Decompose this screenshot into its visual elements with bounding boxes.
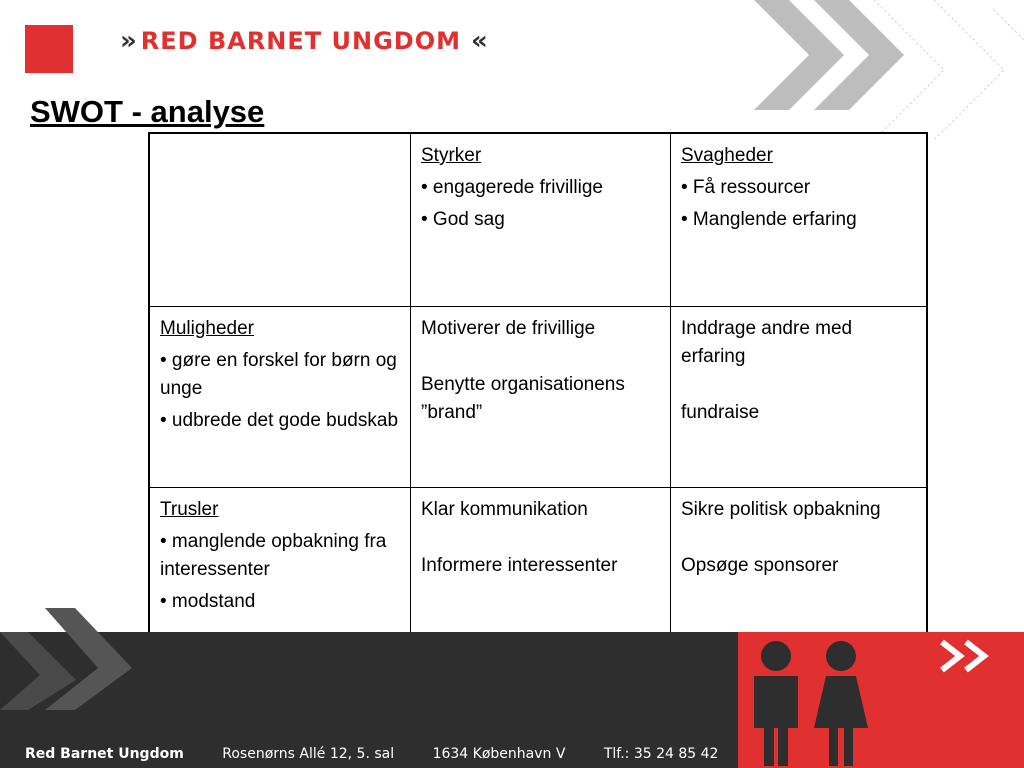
- footer-address: Rosenørns Allé 12, 5. sal: [222, 746, 395, 762]
- weakness-item: • Manglende erfaring: [681, 209, 857, 230]
- page-title: SWOT - analyse: [30, 94, 265, 129]
- strategy-item: Inddrage andre med erfaring: [681, 318, 853, 367]
- strategy-item: Motiverer de frivillige: [421, 318, 596, 339]
- strength-item: • God sag: [421, 209, 505, 230]
- strategy-item: Informere interessenter: [421, 555, 618, 576]
- table-row: [149, 133, 927, 307]
- threats-cell: [149, 488, 411, 635]
- footer-city: 1634 København V: [432, 746, 566, 762]
- logo-chevrons-left: »: [120, 26, 133, 56]
- children-figures-icon: [746, 636, 876, 766]
- threat-item: • modstand: [160, 591, 256, 612]
- swot-table: [148, 132, 928, 635]
- strengths-heading: Styrker: [421, 145, 482, 166]
- strategy-item: Benytte organisationens ”brand”: [421, 374, 625, 423]
- weaknesses-heading: Svagheder: [681, 145, 773, 166]
- opportunity-item: • udbrede det gode budskab: [160, 410, 399, 431]
- threat-item: • manglende opbakning fra interessenter: [160, 531, 387, 580]
- so-strategy-cell: [411, 307, 671, 488]
- strategy-item: Klar kommunikation: [421, 499, 588, 520]
- footer-org: Red Barnet Ungdom: [25, 746, 184, 762]
- weakness-item: • Få ressourcer: [681, 177, 811, 198]
- strategy-item: Sikre politisk opbakning: [681, 499, 881, 520]
- empty-corner-cell: [149, 133, 411, 307]
- weaknesses-cell: [671, 133, 928, 307]
- brand-red-square: [25, 25, 73, 73]
- opportunities-cell: [149, 307, 411, 488]
- logo-chevrons-right: «: [470, 26, 484, 56]
- table-row: [149, 307, 927, 488]
- table-row: [149, 488, 927, 635]
- decorative-chevrons-top-icon: [744, 0, 1024, 140]
- strategy-item: fundraise: [681, 402, 760, 423]
- threats-heading: Trusler: [160, 499, 219, 520]
- footer-contact: [25, 746, 718, 762]
- opportunities-heading: Muligheder: [160, 318, 254, 339]
- decorative-chevrons-bottom-icon: [0, 600, 140, 710]
- strengths-cell: [411, 133, 671, 307]
- st-strategy-cell: [411, 488, 671, 635]
- opportunity-item: • gøre en forskel for børn og unge: [160, 350, 397, 399]
- footer-phone: Tlf.: 35 24 85 42: [603, 746, 719, 762]
- strategy-item: Opsøge sponsorer: [681, 555, 839, 576]
- wt-strategy-cell: [671, 488, 928, 635]
- strength-item: • engagerede frivillige: [421, 177, 603, 198]
- wo-strategy-cell: [671, 307, 928, 488]
- logo-text: RED BARNET UNGDOM: [140, 27, 461, 55]
- brand-logo: [120, 26, 484, 56]
- white-chevrons-icon: [938, 636, 998, 676]
